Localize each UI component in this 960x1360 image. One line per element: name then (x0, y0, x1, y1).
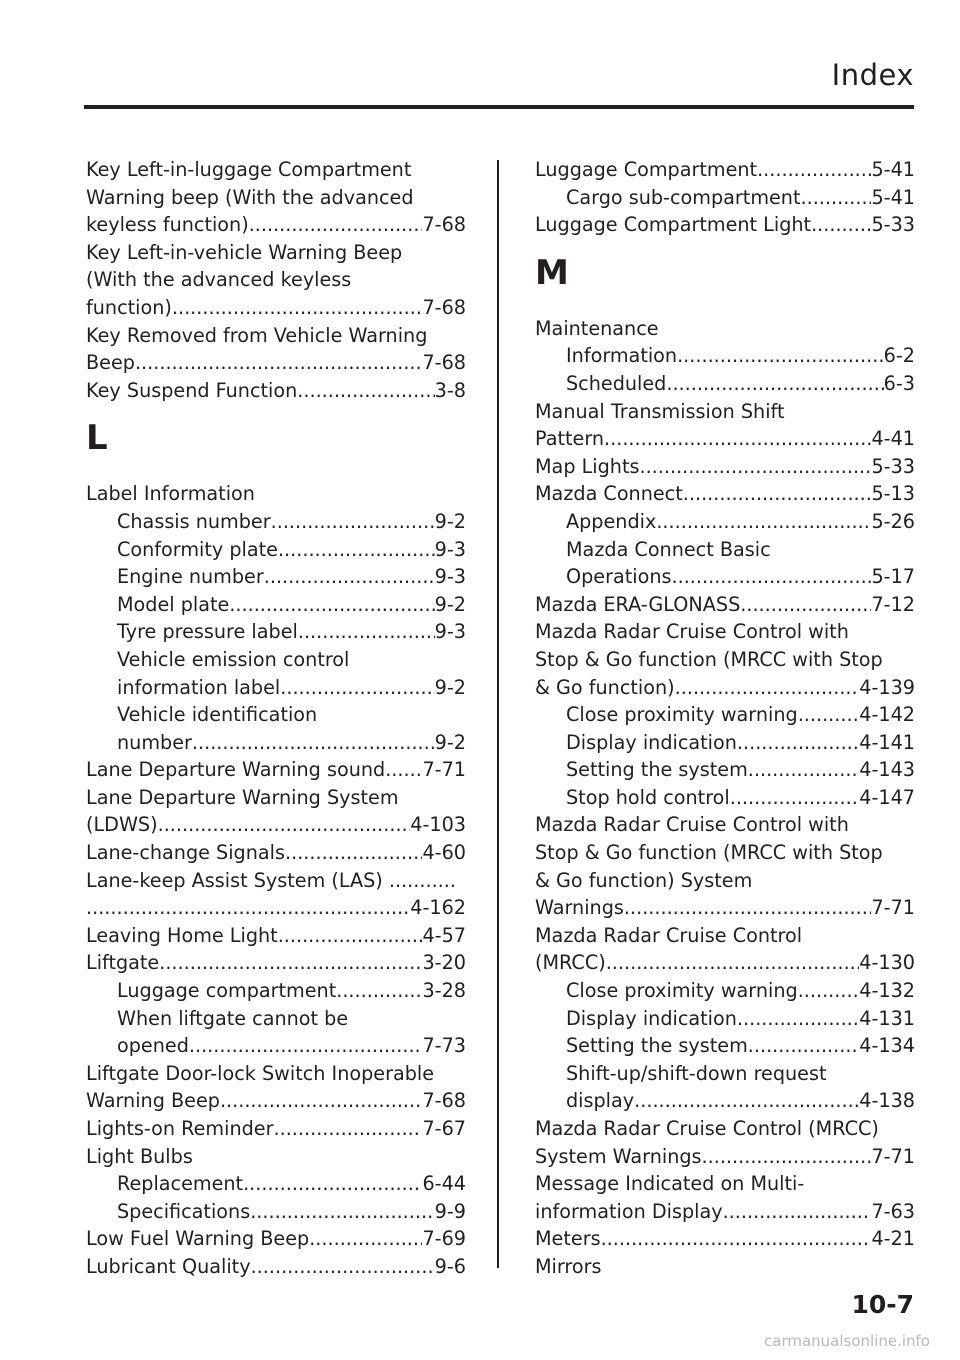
index-entry (86, 756, 466, 784)
entry-page-ref[interactable]: 4-134 (859, 1034, 915, 1058)
index-entry (535, 1115, 915, 1143)
entry-page-ref[interactable]: 7-71 (422, 758, 466, 782)
page-number: 10-7 (851, 1290, 914, 1319)
entry-text: Vehicle identification (117, 703, 318, 727)
entry-text: Warnings (535, 896, 624, 920)
entry-page-ref[interactable]: 5-41 (871, 158, 915, 181)
entry-text: (With the advanced keyless (86, 268, 352, 292)
entry-text: Key Removed from Vehicle Warning (86, 323, 428, 347)
index-entry (535, 784, 915, 812)
entry-page-ref[interactable]: 7-67 (422, 1117, 466, 1140)
entry-page-ref[interactable]: 6-3 (883, 371, 915, 395)
index-entry (535, 894, 915, 922)
entry-text: (MRCC) (535, 951, 606, 975)
leader-dots (811, 211, 871, 239)
entry-page-ref[interactable]: 4-142 (859, 703, 915, 727)
index-entry (535, 591, 915, 619)
index-entry (535, 922, 915, 950)
leader-dots (278, 536, 435, 564)
index-entry (535, 1005, 915, 1033)
entry-text: Warning Beep (86, 1089, 220, 1113)
entry-page-ref[interactable]: 3-20 (422, 951, 466, 975)
index-entry (86, 184, 466, 212)
entry-list (535, 156, 915, 239)
index-entry (86, 701, 466, 729)
index-entry (535, 184, 915, 212)
index-entry (535, 508, 915, 536)
entry-text: Information (566, 344, 678, 368)
leader-dots (604, 425, 871, 453)
entry-page-ref[interactable]: 5-26 (871, 509, 915, 533)
leader-dots (229, 591, 434, 619)
entry-page-ref[interactable]: 3-8 (434, 378, 466, 402)
leader-dots (250, 1198, 434, 1226)
entry-page-ref[interactable]: 4-139 (859, 675, 915, 699)
leader-dots (798, 701, 860, 729)
entry-text: Beep (86, 351, 135, 375)
index-entry (535, 811, 915, 839)
entry-page-ref[interactable]: 7-71 (871, 1144, 915, 1168)
leader-dots (249, 211, 423, 239)
index-entry (535, 425, 915, 453)
entry-page-ref[interactable]: 9-2 (434, 675, 466, 699)
leader-dots (601, 1225, 872, 1253)
index-entry (535, 1143, 915, 1171)
leader-dots (280, 674, 434, 702)
leader-dots (740, 591, 871, 619)
leader-dots (639, 453, 871, 481)
index-entry (535, 211, 915, 239)
index-entry (535, 370, 915, 398)
leader-dots (271, 508, 435, 536)
entry-page-ref[interactable]: 5-33 (871, 454, 915, 478)
leader-dots (737, 729, 859, 757)
index-entry (86, 211, 466, 239)
index-entry (535, 839, 915, 867)
entry-text: Luggage Compartment Light (535, 213, 812, 237)
index-entry (86, 563, 466, 591)
leader-dots (298, 618, 435, 646)
entry-text: Map Lights (535, 454, 640, 478)
leader-dots (757, 156, 871, 184)
leader-dots (798, 977, 860, 1005)
entry-text: Display indication (566, 730, 737, 754)
leader-dots (672, 563, 872, 591)
index-entry (86, 674, 466, 702)
entry-text: (LDWS) (86, 813, 158, 837)
entry-text: Liftgate (86, 951, 160, 975)
entry-text: Vehicle emission control (117, 647, 350, 671)
entry-text: Lane-keep Assist System (LAS) ........... (86, 868, 456, 892)
index-entry (86, 1170, 466, 1198)
entry-page-ref[interactable]: 4-60 (422, 841, 466, 865)
entry-text: Mazda Radar Cruise Control with (535, 813, 849, 837)
entry-text: When liftgate cannot be (117, 1006, 349, 1030)
entry-page-ref[interactable]: 7-73 (422, 1034, 466, 1058)
index-entry (86, 839, 466, 867)
leader-dots (243, 1170, 422, 1198)
leader-dots (189, 1032, 423, 1060)
index-entry (86, 1005, 466, 1033)
entry-text: Warning beep (With the advanced (86, 185, 414, 209)
index-entry (86, 729, 466, 757)
index-entry (535, 756, 915, 784)
entry-page-ref[interactable]: 5-41 (871, 185, 915, 209)
entry-text: Liftgate Door-lock Switch Inoperable (86, 1061, 435, 1085)
entry-page-ref[interactable]: 4-143 (859, 758, 915, 782)
entry-page-ref[interactable]: 5-17 (871, 565, 915, 589)
index-column-right (535, 156, 915, 1281)
entry-text: Close proximity warning (566, 703, 798, 727)
entry-text: Mazda Connect (535, 482, 683, 506)
entry-text: Message Indicated on Multi- (535, 1172, 805, 1196)
entry-page-ref[interactable]: 9-6 (434, 1254, 466, 1278)
index-entry (86, 156, 466, 184)
entry-text: Conformity plate (117, 537, 278, 561)
index-entry (535, 867, 915, 895)
index-entry (86, 377, 466, 405)
leader-dots (336, 977, 422, 1005)
entry-page-ref[interactable]: 7-12 (871, 592, 915, 616)
leader-dots (666, 370, 883, 398)
entry-text: Mazda Radar Cruise Control with (535, 620, 849, 644)
entry-page-ref[interactable]: 5-13 (871, 482, 915, 506)
leader-dots (297, 377, 434, 405)
entry-text: Close proximity warning (566, 979, 798, 1003)
entry-text: function) (86, 295, 172, 319)
entry-text: opened (117, 1034, 189, 1058)
leader-dots (192, 729, 435, 757)
entry-text: Mazda Connect Basic (566, 537, 771, 561)
entry-page-ref[interactable]: 4-138 (859, 1089, 915, 1113)
entry-page-ref[interactable]: 4-141 (859, 730, 915, 754)
index-entry (86, 867, 466, 895)
entry-text: Luggage Compartment (535, 158, 758, 181)
leader-dots (158, 811, 411, 839)
leader-dots (683, 480, 872, 508)
entry-text: Specifications (117, 1199, 251, 1223)
entry-text: Tyre pressure label (117, 620, 298, 644)
leader-dots (385, 756, 422, 784)
entry-text: Replacement (117, 1172, 244, 1196)
entry-page-ref[interactable]: 4-147 (859, 785, 915, 809)
index-entry (535, 618, 915, 646)
index-entry (86, 1115, 466, 1143)
entry-text: Meters (535, 1227, 601, 1251)
index-entry (535, 480, 915, 508)
entry-text: Key Suspend Function (86, 378, 298, 402)
entry-text: Low Fuel Warning Beep (86, 1227, 310, 1251)
index-entry (535, 1198, 915, 1226)
entry-text: keyless function) (86, 213, 249, 237)
entry-page-ref[interactable]: 9-3 (434, 565, 466, 589)
index-entry (86, 894, 466, 922)
entry-text: Label Information (86, 482, 255, 506)
entry-text: Engine number (117, 565, 264, 589)
entry-text: Operations (566, 565, 672, 589)
entry-page-ref[interactable]: 7-68 (422, 1089, 466, 1113)
index-entry (535, 156, 915, 184)
entry-text: Maintenance (535, 316, 659, 340)
entry-text: System Warnings (535, 1144, 702, 1168)
entry-text: Lane-change Signals (86, 841, 285, 865)
entry-text: number (117, 730, 192, 754)
entry-text: Appendix (566, 509, 657, 533)
entry-page-ref[interactable]: 7-63 (871, 1199, 915, 1223)
leader-dots (285, 839, 422, 867)
index-entry (535, 315, 915, 343)
leader-dots (748, 1032, 859, 1060)
entry-page-ref[interactable]: 7-68 (422, 295, 466, 319)
entry-text: Stop & Go function (MRCC with Stop (535, 647, 883, 671)
entry-text: information Display (535, 1199, 723, 1223)
index-column-left (86, 156, 466, 1281)
index-entry (86, 784, 466, 812)
leader-dots (159, 949, 422, 977)
entry-page-ref[interactable]: 6-44 (422, 1172, 466, 1196)
entry-text: Lubricant Quality (86, 1254, 251, 1278)
entry-text: Mazda Radar Cruise Control (MRCC) (535, 1117, 879, 1140)
entry-page-ref[interactable]: 5-33 (871, 213, 915, 237)
index-entry (86, 1032, 466, 1060)
index-entry (86, 977, 466, 1005)
index-entry (535, 729, 915, 757)
entry-page-ref[interactable]: 4-41 (871, 427, 915, 451)
entry-text: Manual Transmission Shift (535, 399, 785, 423)
index-entry (86, 294, 466, 322)
entry-text: Key Left-in-vehicle Warning Beep (86, 240, 403, 264)
index-entry (86, 1253, 466, 1281)
entry-page-ref[interactable]: 4-130 (859, 951, 915, 975)
entry-text: Setting the system (566, 1034, 748, 1058)
section-letter-l: L (86, 418, 108, 459)
entry-page-ref[interactable]: 7-68 (422, 213, 466, 237)
entry-text: Stop & Go function (MRCC with Stop (535, 841, 883, 865)
entry-text: Mazda Radar Cruise Control (535, 923, 803, 947)
index-entry (86, 1198, 466, 1226)
entry-text: Mazda ERA-GLONASS (535, 592, 741, 616)
index-entry (535, 398, 915, 426)
entry-text: Display indication (566, 1006, 737, 1030)
header-title: Index (831, 58, 914, 92)
index-entry (535, 1060, 915, 1088)
leader-dots (801, 184, 872, 212)
entry-page-ref[interactable]: 7-68 (422, 351, 466, 375)
entry-page-ref[interactable]: 4-21 (871, 1227, 915, 1251)
entry-page-ref[interactable]: 9-9 (434, 1199, 466, 1223)
entry-page-ref[interactable]: 9-3 (434, 537, 466, 561)
leader-dots (723, 1198, 872, 1226)
entry-page-ref[interactable]: 9-2 (434, 730, 466, 754)
leader-dots (220, 1087, 423, 1115)
index-entry (86, 1143, 466, 1171)
index-entry (535, 646, 915, 674)
index-entry (535, 674, 915, 702)
entry-text: Lane Departure Warning System (86, 785, 399, 809)
index-entry (535, 453, 915, 481)
entry-page-ref[interactable]: 7-69 (422, 1227, 466, 1251)
entry-page-ref[interactable]: 4-57 (422, 923, 466, 947)
index-entry (86, 480, 466, 508)
entry-text: Pattern (535, 427, 605, 451)
entry-text: & Go function) System (535, 868, 753, 892)
index-entry (86, 536, 466, 564)
index-entry (86, 811, 466, 839)
leader-dots (86, 894, 410, 922)
entry-page-ref[interactable]: 9-2 (434, 509, 466, 533)
entry-text: Leaving Home Light (86, 923, 278, 947)
entry-text: Lane Departure Warning sound (86, 758, 386, 782)
entry-page-ref[interactable]: 4-103 (410, 813, 466, 837)
index-entry (535, 1170, 915, 1198)
entry-text: Luggage compartment (117, 979, 337, 1003)
index-entry (535, 1087, 915, 1115)
index-entry (86, 922, 466, 950)
index-entry (86, 1060, 466, 1088)
entry-text: Model plate (117, 592, 230, 616)
watermark-text: carmanualsonline.info (764, 1332, 930, 1350)
index-entry (86, 349, 466, 377)
leader-dots (677, 342, 884, 370)
entry-text: Cargo sub-compartment (566, 185, 801, 209)
leader-dots (309, 1225, 422, 1253)
entry-list (535, 315, 915, 1281)
index-entry (86, 591, 466, 619)
index-entry (86, 1087, 466, 1115)
index-entry (86, 949, 466, 977)
leader-dots (251, 1253, 435, 1281)
index-entry (535, 1253, 915, 1281)
section-letter-m: M (535, 252, 569, 293)
entry-page-ref[interactable]: 7-71 (871, 896, 915, 920)
leader-dots (172, 294, 423, 322)
leader-dots (606, 949, 860, 977)
leader-dots (656, 508, 871, 536)
index-entry (86, 508, 466, 536)
index-entry (535, 1032, 915, 1060)
entry-list (86, 480, 466, 1280)
entry-text: Chassis number (117, 509, 271, 533)
index-entry (86, 322, 466, 350)
index-entry (86, 1225, 466, 1253)
entry-text: Stop hold control (566, 785, 730, 809)
entry-text: Shift-up/shift-down request (566, 1061, 827, 1085)
index-entry (86, 646, 466, 674)
header-rule (84, 105, 914, 109)
entry-text: Light Bulbs (86, 1144, 193, 1168)
leader-dots (624, 894, 872, 922)
entry-text: information label (117, 675, 281, 699)
index-entry (535, 949, 915, 977)
entry-page-ref[interactable]: 9-2 (434, 592, 466, 616)
index-entry (535, 342, 915, 370)
leader-dots (135, 349, 423, 377)
entry-page-ref[interactable]: 6-2 (883, 344, 915, 368)
leader-dots (737, 1005, 859, 1033)
entry-page-ref[interactable]: 3-28 (422, 979, 466, 1003)
column-divider (497, 160, 499, 1268)
entry-page-ref[interactable]: 9-3 (434, 620, 466, 644)
leader-dots (748, 756, 859, 784)
entry-text: display (566, 1089, 635, 1113)
index-entry (535, 1225, 915, 1253)
leader-dots (675, 674, 860, 702)
entry-text: Mirrors (535, 1254, 602, 1278)
leader-dots (264, 563, 435, 591)
index-entry (535, 563, 915, 591)
entry-text: Lights-on Reminder (86, 1117, 274, 1140)
index-entry (86, 618, 466, 646)
entry-text: & Go function) (535, 675, 675, 699)
leader-dots (730, 784, 859, 812)
leader-dots (278, 922, 423, 950)
index-entry (86, 239, 466, 267)
entry-page-ref[interactable]: 4-131 (859, 1006, 915, 1030)
index-entry (535, 977, 915, 1005)
index-entry (535, 701, 915, 729)
entry-text: Key Left-in-luggage Compartment (86, 158, 412, 181)
index-entry (86, 266, 466, 294)
index-entry (535, 536, 915, 564)
entry-page-ref[interactable]: 4-162 (410, 896, 466, 920)
leader-dots (634, 1087, 859, 1115)
leader-dots (702, 1143, 872, 1171)
entry-page-ref[interactable]: 4-132 (859, 979, 915, 1003)
entry-list (86, 156, 466, 404)
entry-text: Scheduled (566, 371, 667, 395)
leader-dots (274, 1115, 423, 1143)
entry-text: Setting the system (566, 758, 748, 782)
